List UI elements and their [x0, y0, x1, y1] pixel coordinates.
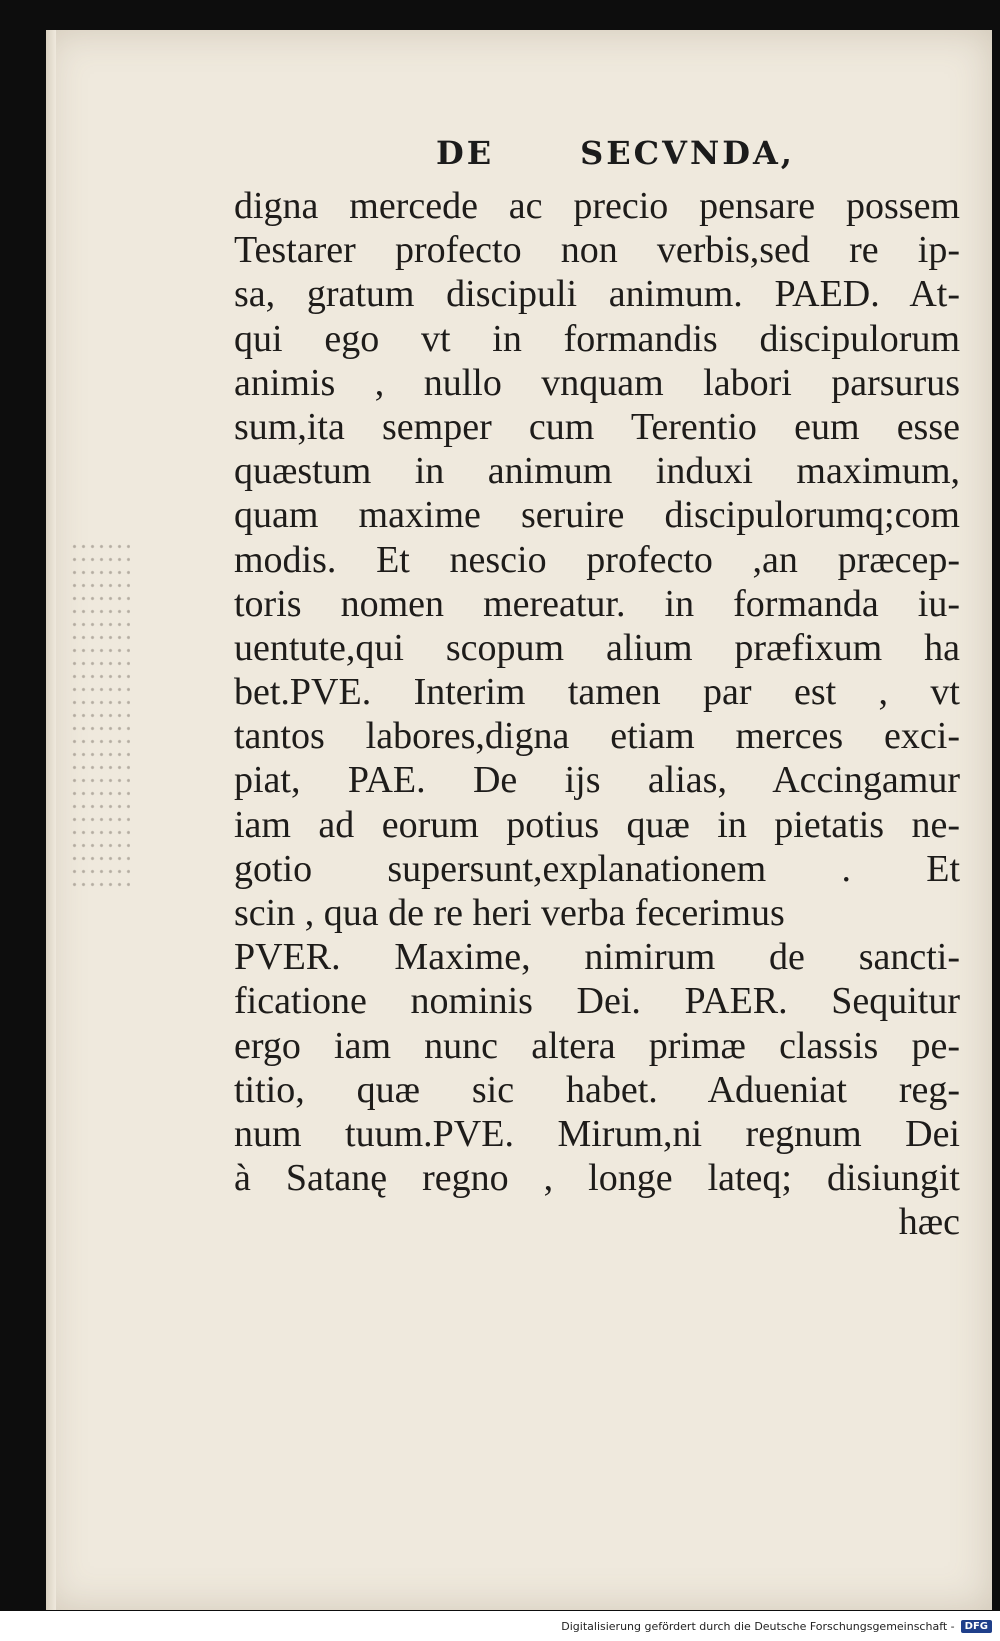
text-line: Testarer profecto non verbis,sed re ip-	[234, 229, 960, 272]
text-line: à Satanę regno , longe lateq; disiungit	[234, 1157, 960, 1200]
text-line: ergo iam nunc altera primæ classis pe-	[234, 1024, 960, 1067]
running-head	[436, 134, 916, 172]
page-gutter	[46, 30, 56, 1610]
text-line: animis , nullo vnquam labori parsurus	[234, 361, 960, 404]
text-line: titio, quæ sic habet. Adueniat reg-	[234, 1068, 960, 1111]
text-line: piat, PAE. De ijs alias, Accingamur	[234, 759, 960, 802]
text-line: ficatione nominis Dei. PAER. Sequitur	[234, 980, 960, 1023]
text-line: qui ego vt in formandis discipulorum	[234, 317, 960, 360]
text-line: quæstum in animum induxi maximum,	[234, 450, 960, 493]
text-line: num tuum.PVE. Mirum,ni regnum Dei	[234, 1112, 960, 1155]
running-head-right: SECVNDA,	[580, 134, 795, 172]
text-line: iam ad eorum potius quæ in pietatis ne-	[234, 803, 960, 846]
text-line: quam maxime seruire discipulorumq;com	[234, 494, 960, 537]
margin-ink-specks	[70, 540, 130, 890]
digitization-footer	[0, 1611, 1000, 1641]
text-line: sum,ita semper cum Terentio eum esse	[234, 405, 960, 448]
text-line: digna mercede ac precio pensare possem	[234, 185, 960, 227]
dfg-logo-icon: DFG	[961, 1620, 992, 1633]
page-text	[234, 184, 960, 1245]
catchword: hæc	[898, 1201, 960, 1244]
text-line: modis. Et nescio profecto ,an præcep-	[234, 538, 960, 581]
text-line: gotio supersunt,explanationem . Et	[234, 847, 960, 890]
text-line: toris nomen mereatur. in formanda iu-	[234, 582, 960, 625]
footer-credit: Digitalisierung gefördert durch die Deutsche Forschungsgemeinschaft -	[561, 1619, 955, 1633]
text-line: uentute,qui scopum alium præfixum ha	[234, 626, 960, 669]
running-head-left: DE	[436, 134, 495, 172]
text-line: sa, gratum discipuli animum. PAED. At-	[234, 273, 960, 316]
book-page	[46, 30, 992, 1610]
text-line: tantos labores,digna etiam merces exci-	[234, 715, 960, 758]
text-line: PVER. Maxime, nimirum de sancti-	[234, 936, 960, 979]
text-line: scin , qua de re heri verba fecerimus	[234, 892, 785, 934]
text-line: bet.PVE. Interim tamen par est , vt	[234, 671, 960, 714]
